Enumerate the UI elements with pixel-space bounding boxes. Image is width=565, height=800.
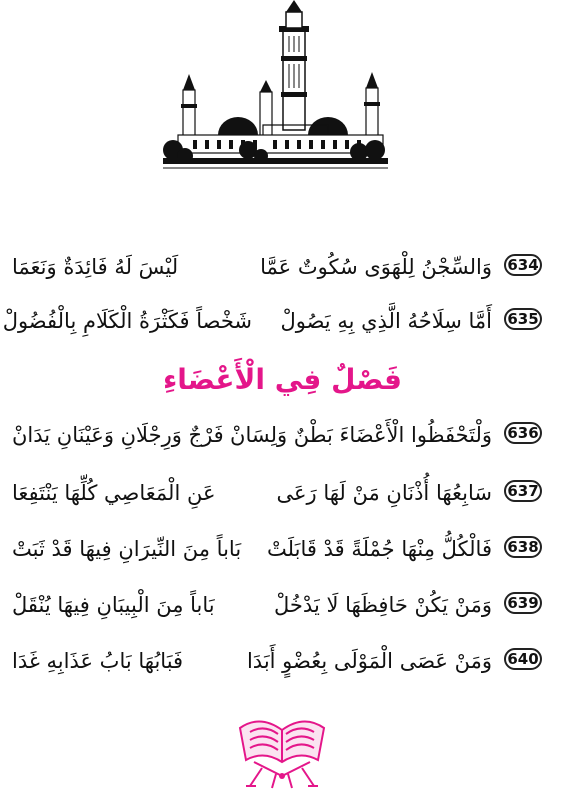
verse-first-hemistich: وَمَنْ عَصَى الْمَوْلَى بِعُضْوٍ أَبَدَا: [246, 649, 492, 673]
verse-number-badge: 640: [504, 648, 542, 670]
verse-row: [8, 416, 557, 454]
verse-number-badge: 634: [504, 254, 542, 276]
verse-second-hemistich: لَيْسَ لَهُ فَائِدَةٌ وَنَعَمَا: [12, 255, 179, 279]
verse-second-hemistich: بَاباً مِنَ النِّيرَانِ فِيهَا قَدْ ثَبَتْ: [12, 537, 242, 561]
verse-row: [8, 586, 557, 624]
verse-number-badge: 635: [504, 308, 542, 330]
verse-first-hemistich: أَمَّا سِلَاحُهُ الَّذِي بِهِ يَصُولْ: [280, 309, 492, 333]
verse-row: [2, 302, 557, 340]
verse-first-hemistich: وَالسِّجْنُ لِلْهَوَى سُكُوتٌ عَمَّا: [260, 255, 492, 279]
section-title: فَصْلٌ فِي الْأَعْضَاءِ: [162, 363, 403, 396]
verse-first-hemistich: وَمَنْ يَكُنْ حَافِظَهَا لَا يَدْخُلْ: [274, 593, 492, 617]
verse-number-badge: 638: [504, 536, 542, 558]
verse-second-hemistich: فَبَابُهَا بَابُ عَذَابِهِ غَدَا: [12, 649, 184, 673]
verse-first-hemistich: وَلْتَحْفَظُوا الْأَعْضَاءَ بَطْنٌ وَلِسَانْ: [230, 423, 492, 447]
verse-second-hemistich: شَخْصاً فَكَثْرَةُ الْكَلَامِ بِالْفُضُولْ: [2, 309, 252, 333]
verse-first-hemistich: سَابِعُهَا أُذْنَانِ مَنْ لَهَا رَعَى: [276, 481, 492, 505]
verse-number-badge: 639: [504, 592, 542, 614]
verse-row: [8, 474, 557, 512]
verse-row: [8, 248, 557, 286]
mosque-illustration: [163, 0, 388, 180]
quran-on-stand-icon: [232, 710, 332, 792]
verse-number-badge: 637: [504, 480, 542, 502]
verse-second-hemistich: فَرْجٌ وَرِجْلَانِ وَعَيْنَانِ يَدَانْ: [12, 423, 224, 447]
verse-second-hemistich: بَاباً مِنَ الْبِيبَانِ فِيهَا يُنْقَلْ: [12, 593, 215, 617]
verse-second-hemistich: عَنِ الْمَعَاصِي كُلِّهَا يَنْتَفِعَا: [12, 481, 216, 505]
verse-first-hemistich: فَالْكُلُّ مِنْهَا جُمْلَةً قَدْ قَابَلَتْ: [267, 537, 492, 561]
verse-number-badge: 636: [504, 422, 542, 444]
verse-row: [8, 642, 557, 680]
verse-row: [8, 530, 557, 568]
